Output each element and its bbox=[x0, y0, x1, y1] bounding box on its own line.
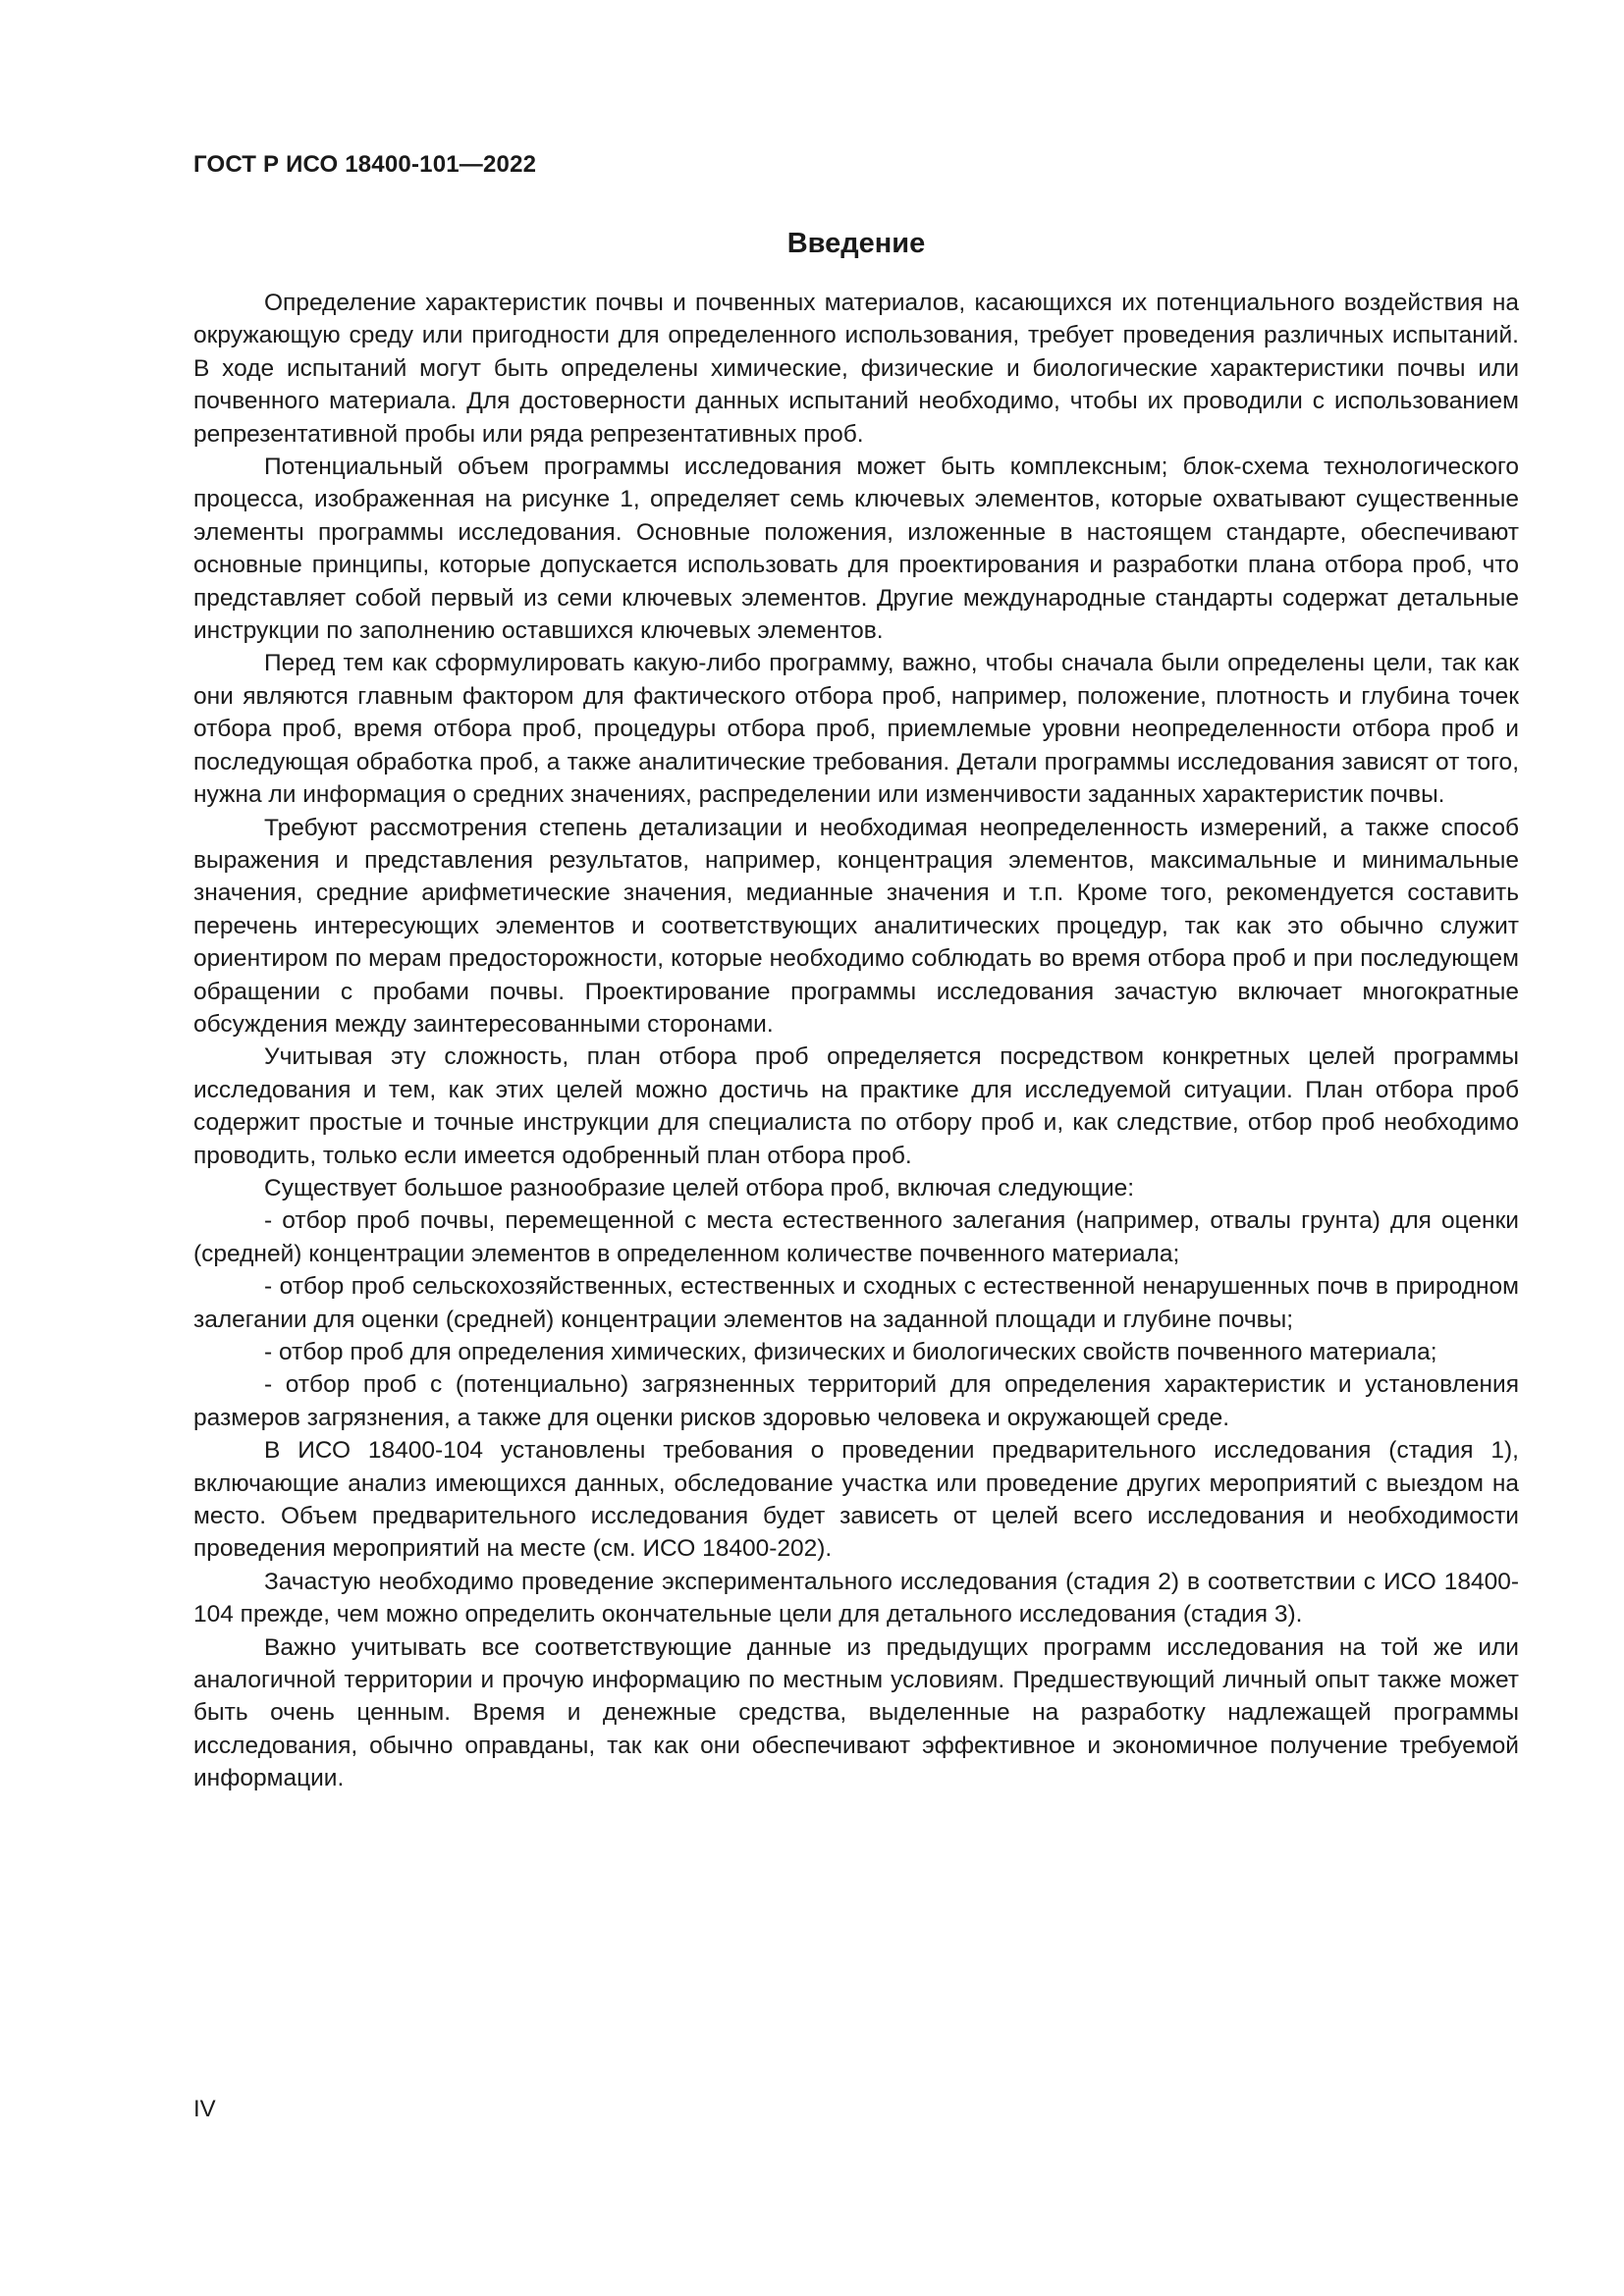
section-title: Введение bbox=[786, 228, 926, 259]
paragraph: Определение характеристик почвы и почвенных материалов, касающихся их потенциального воздействия на окружающую среду или пригодности для определенного использования, требует проведения различных испытаний. В ходе испытаний могут быть определены химические, физические и биологические характеристики почвы или почвенного материала. Для достоверности данных испытаний необходимо, чтобы их проводили с использованием репрезентативной пробы или ряда репрезентативных проб. bbox=[193, 290, 1519, 448]
paragraph: Существует большое разнообразие целей отбора проб, включая следующие: bbox=[264, 1174, 1135, 1201]
paragraph: В ИСО 18400-104 установлены требования о проведении предварительного исследования (стадия 1), включающие анализ имеющихся данных, обследование участка или проведение других мероприятий с выездом на место. Объем предварительного исследования будет зависеть от целей всего исследования и необходимости проведения мероприятий на месте (см. ИСО 18400-202). bbox=[193, 1437, 1519, 1563]
paragraph: Потенциальный объем программы исследования может быть комплексным; блок-схема технологического процесса, изображенная на рисунке 1, определяет семь ключевых элементов, которые охватывают существенные элементы программы исследования. Основные положения, изложенные в настоящем стандарте, обеспечивают основные принципы, которые допускается использовать для проектирования и разработки плана отбора проб, что представляет собой первый из семи ключевых элементов. Другие международные стандарты содержат детальные инструкции по заполнению оставшихся ключевых элементов. bbox=[193, 454, 1519, 645]
paragraph: Требуют рассмотрения степень детализации и необходимая неопределенность измерений, а также способ выражения и представления результатов, например, концентрация элементов, максимальные и минимальные значения, средние арифметические значения, медианные значения и т.п. Кроме того, рекомендуется составить перечень интересующих элементов и соответствующих аналитических процедур, так как это обычно служит ориентиром по мерам предосторожности, которые необходимо соблюдать во время отбора проб и при последующем обращении с пробами почвы. Проектирование программы исследования зачастую включает многократные обсуждения между заинтересованными сторонами. bbox=[193, 814, 1519, 1038]
paragraph: Перед тем как сформулировать какую-либо программу, важно, чтобы сначала были определены цели, так как они являются главным фактором для фактического отбора проб, например, положение, плотность и глубина точек отбора проб, время отбора проб, процедуры отбора проб, приемлемые уровни неопределенности отбора проб и последующая обработка проб, а также аналитические требования. Детали программы исследования зависят от того, нужна ли информация о средних значениях, распределении или изменчивости заданных характеристик почвы. bbox=[193, 650, 1519, 809]
page-number: IV bbox=[193, 2096, 216, 2122]
list-item: - отбор проб сельскохозяйственных, естественных и сходных с естественной ненарушенных почв в природном залегании для оценки (средней) концентрации элементов на заданной площади и глубине почвы; bbox=[193, 1273, 1519, 1333]
list-item: - отбор проб для определения химических, физических и биологических свойств почвенного материала; bbox=[264, 1339, 1437, 1365]
paragraph: Учитывая эту сложность, план отбора проб определяется посредством конкретных целей программы исследования и тем, как этих целей можно достичь на практике для исследуемой ситуации. План отбора проб содержит простые и точные инструкции для специалиста по отбору проб и, как следствие, отбор проб необходимо проводить, только если имеется одобренный план отбора проб. bbox=[193, 1043, 1519, 1169]
document-code-header: ГОСТ Р ИСО 18400-101—2022 bbox=[193, 151, 537, 178]
list-item: - отбор проб почвы, перемещенной с места естественного залегания (например, отвалы грунта) для оценки (средней) концентрации элементов в определенном количестве почвенного материала; bbox=[193, 1207, 1519, 1267]
body-text bbox=[193, 287, 1519, 1795]
paragraph: Зачастую необходимо проведение экспериментального исследования (стадия 2) в соответствии с ИСО 18400-104 прежде, чем можно определить окончательные цели для детального исследования (стадия 3). bbox=[193, 1568, 1519, 1629]
list-item: - отбор проб с (потенциально) загрязненных территорий для определения характеристик и установления размеров загрязнения, а также для оценки рисков здоровью человека и окружающей среде. bbox=[193, 1371, 1519, 1431]
paragraph: Важно учитывать все соответствующие данные из предыдущих программ исследования на той же или аналогичной территории и прочую информацию по местным условиям. Предшествующий личный опыт также может быть очень ценным. Время и денежные средства, выделенные на разработку надлежащей программы исследования, обычно оправданы, так как они обеспечивают эффективное и экономичное получение требуемой информации. bbox=[193, 1633, 1519, 1792]
